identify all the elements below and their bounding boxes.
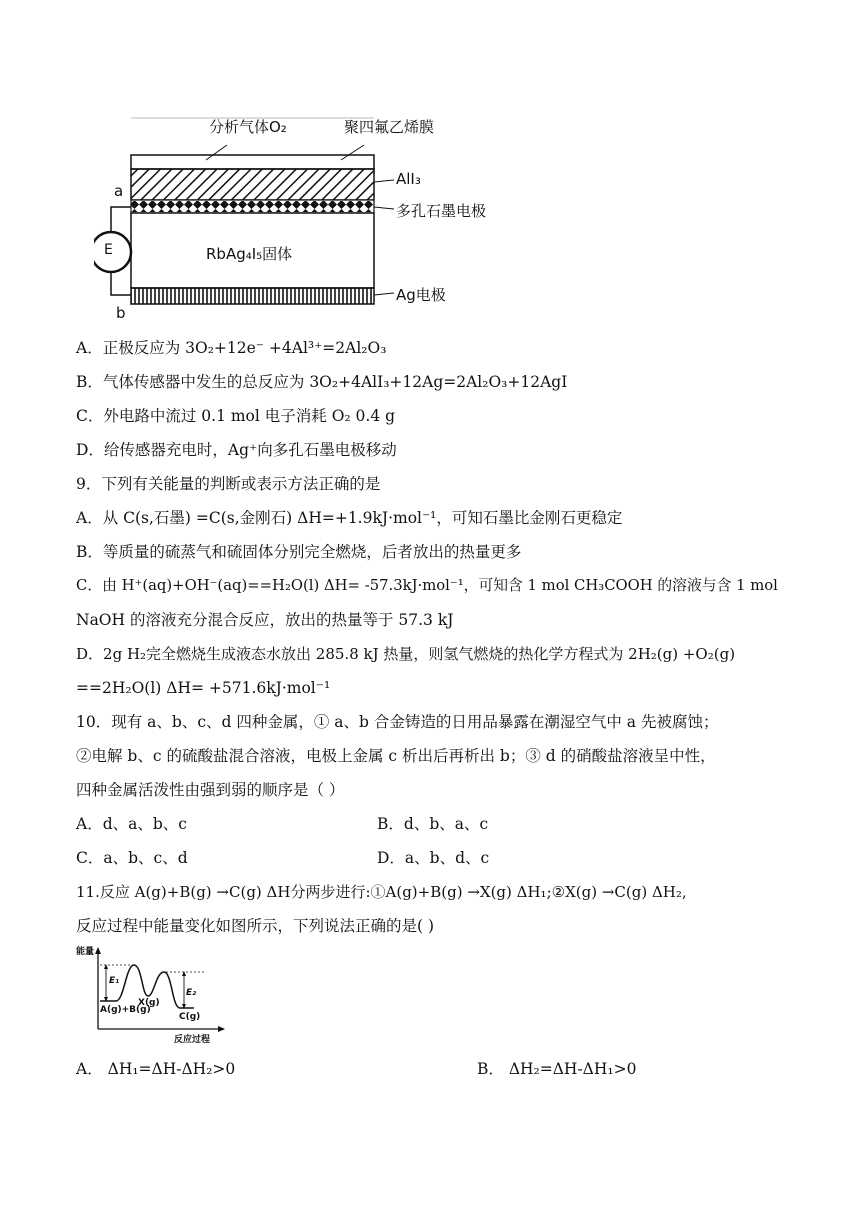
q10-stem-line3: 四种金属活泼性由强到弱的顺序是（ ） bbox=[76, 781, 345, 799]
sensor-diagram bbox=[94, 110, 487, 322]
q8-option-d: D．给传感器充电时，Ag⁺向多孔石墨电极移动 bbox=[76, 441, 397, 459]
q10-stem-line1: 10．现有 a、b、c、d 四种金属，① a、b 合金铸造的日用品暴露在潮湿空气中 a 先被腐蚀； bbox=[76, 713, 719, 731]
q10-option-b: B．d、b、a、c bbox=[377, 815, 489, 833]
q11-option-a: A． ΔH₁=ΔH-ΔH₂>0 bbox=[76, 1060, 236, 1078]
q9-option-a: A．从 C(s,石墨) =C(s,金刚石) ΔH=+1.9kJ·mol⁻¹，可知石墨比金刚石更稳定 bbox=[76, 509, 623, 527]
terminal-b-label: b bbox=[116, 304, 126, 322]
membrane-label: 聚四氟乙烯膜 bbox=[344, 118, 435, 136]
q8-option-c: C．外电路中流过 0.1 mol 电子消耗 O₂ 0.4 g bbox=[76, 407, 396, 425]
q9-option-b: B．等质量的硫蒸气和硫固体分别完全燃烧，后者放出的热量更多 bbox=[76, 543, 522, 561]
energy-diagram bbox=[76, 944, 226, 1044]
gas-label: 分析气体O₂ bbox=[209, 118, 287, 136]
q11-option-b: B． ΔH₂=ΔH-ΔH₁>0 bbox=[477, 1060, 637, 1078]
q10-stem-line2: ②电解 b、c 的硫酸盐混合溶液，电极上金属 c 析出后再析出 b；③ d 的硝酸盐溶液呈中性， bbox=[76, 747, 716, 765]
q9-option-d-line1: D．2g H₂完全燃烧生成液态水放出 285.8 kJ 热量，则氢气燃烧的热化学方程式为 2H₂(g) +O₂(g) bbox=[76, 645, 736, 663]
energy-axis-label: 能量 bbox=[76, 947, 95, 957]
solid-label: RbAg₄I₅固体 bbox=[206, 245, 293, 263]
reaction-progress-label: 反应过程 bbox=[174, 1035, 211, 1045]
e2-label: E₂ bbox=[186, 988, 197, 998]
q9-option-d-line2: ==2H₂O(l) ΔH= +571.6kJ·mol⁻¹ bbox=[76, 679, 331, 697]
intermediate-label: X(g) bbox=[138, 998, 160, 1008]
q8-option-a: A．正极反应为 3O₂+12e⁻ +4Al³⁺=2Al₂O₃ bbox=[76, 339, 387, 357]
product-label: C(g) bbox=[179, 1012, 201, 1022]
q11-stem-line2: 反应过程中能量变化如图所示，下列说法正确的是( ) bbox=[76, 917, 435, 935]
q10-option-d: D．a、b、d、c bbox=[377, 849, 490, 867]
ag-electrode-label: Ag电极 bbox=[396, 286, 446, 304]
all3-label: AlI₃ bbox=[396, 170, 421, 188]
terminal-a-label: a bbox=[114, 182, 124, 200]
energy-diagram-svg bbox=[76, 944, 226, 1044]
q10-option-c: C．a、b、c、d bbox=[76, 849, 188, 867]
q10-option-a: A．d、a、b、c bbox=[76, 815, 187, 833]
q9-option-c-line1: C．由 H⁺(aq)+OH⁻(aq)==H₂O(l) ΔH= -57.3kJ·mol⁻¹，可知含 1 mol CH₃COOH 的溶液与含 1 mol bbox=[76, 577, 778, 594]
power-source-label: E bbox=[104, 242, 113, 258]
q9-option-c-line2: NaOH 的溶液充分混合反应，放出的热量等于 57.3 kJ bbox=[76, 611, 454, 629]
q11-stem-line1: 11.反应 A(g)+B(g) →C(g) ΔH分两步进行:①A(g)+B(g) →X(g) ΔH₁;②X(g) →C(g) ΔH₂, bbox=[76, 883, 687, 901]
q9-stem: 9．下列有关能量的判断或表示方法正确的是 bbox=[76, 475, 381, 493]
porous-electrode-label: 多孔石墨电极 bbox=[396, 202, 487, 220]
q8-option-b: B．气体传感器中发生的总反应为 3O₂+4AlI₃+12Ag=2Al₂O₃+12AgI bbox=[76, 373, 568, 391]
e1-label: E₁ bbox=[109, 976, 120, 986]
reactants-label: A(g)+B(g) bbox=[100, 1005, 151, 1015]
